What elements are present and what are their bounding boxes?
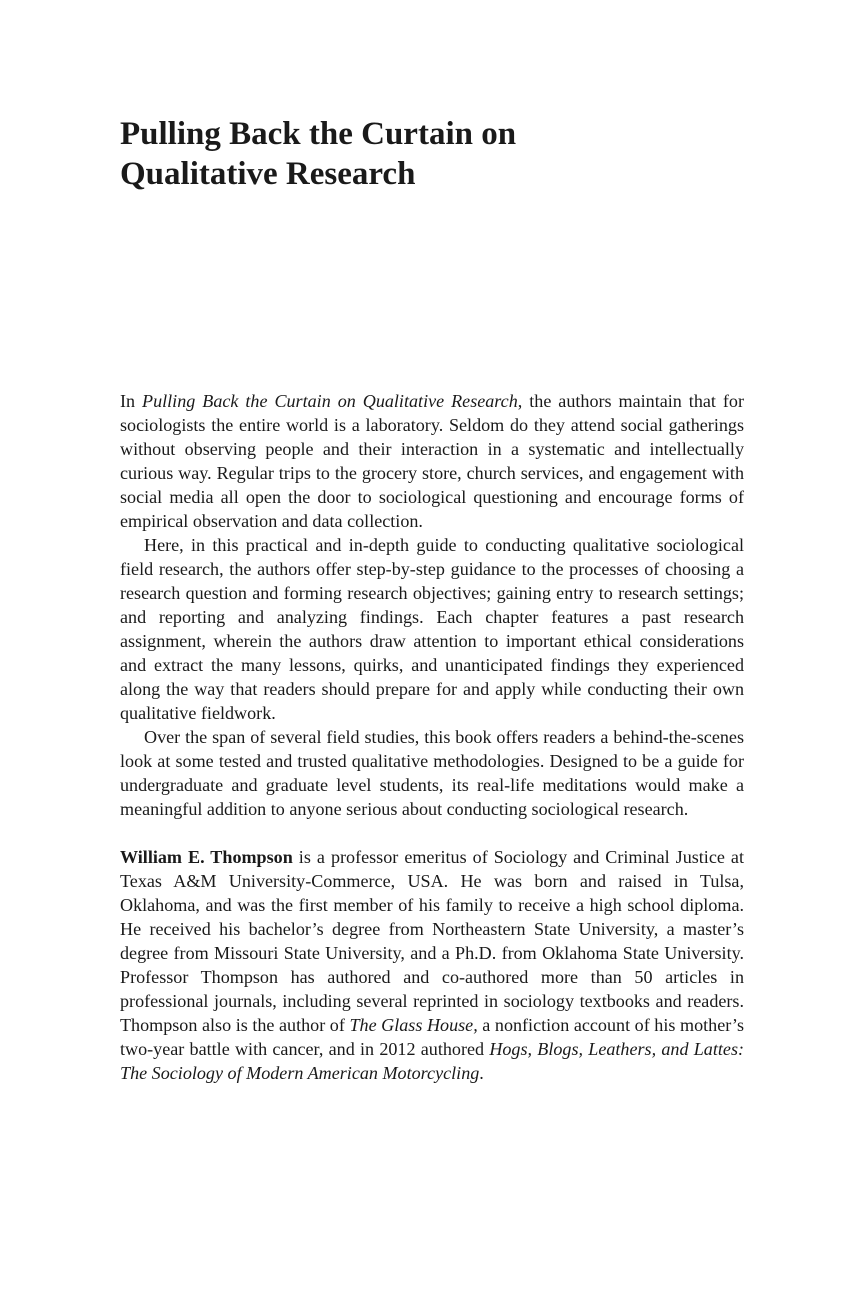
paragraph-1-text: , the authors maintain that for sociologists the entire world is a laboratory. Seldom do they attend social gatherings without observing people and their interaction in a systematic and intellectually curious way. Regular trips to the grocery store, church services, and engagement with social media all open the door to sociological questioning and encourage forms of empirical observation and data collection. — [120, 391, 744, 531]
title-line-2: Qualitative Research — [120, 156, 416, 192]
book-title-reference: Pulling Back the Curtain on Qualitative Research — [142, 391, 518, 411]
description-paragraph-2: Here, in this practical and in-depth guide to conducting qualitative sociological field research, the authors offer step-by-step guidance to the processes of choosing a research question and forming research objectives; gaining entry to research settings; and reporting and analyzing findings. Each chapter features a past research assignment, wherein the authors draw attention to important ethical considerations and extract the many lessons, quirks, and unanticipated findings they experienced along the way that readers should prepare for and apply while conducting their own qualitative fieldwork. — [120, 535, 744, 723]
author-bio-text-1: is a professor emeritus of Sociology and Criminal Justice at Texas A&M University-Commerce, USA. He was born and raised in Tulsa, Oklahoma, and was the first member of his family to receive a high school diploma. He received his bachelor’s degree from Northeastern State University, a master’s degree from Missouri State University, and a Ph.D. from Oklahoma State University. Professor Thompson has authored and co-authored more than 50 articles in professional journals, including several reprinted in sociology textbooks and readers. Thompson also is the author of — [120, 847, 744, 1035]
title-line-1: Pulling Back the Curtain on — [120, 116, 517, 152]
page-title — [120, 114, 760, 194]
description-paragraph-1 — [120, 389, 744, 533]
author-bio-text-2: a nonfiction account of his mother’s two-year battle with cancer, and in 2012 authored — [120, 1015, 744, 1059]
author-bio-text-3: . — [479, 1063, 484, 1083]
description-body — [120, 389, 744, 1085]
paragraph-1-prefix: In — [120, 391, 143, 411]
author-name: William E. Thompson — [120, 847, 293, 867]
description-paragraph-3: Over the span of several field studies, this book offers readers a behind-the-scenes look at some tested and trusted qualitative methodologies. Designed to be a guide for undergraduate and graduate level students, its real-life meditations would make a meaningful addition to anyone serious about conducting sociological research. — [120, 727, 744, 819]
author-bio — [120, 845, 744, 1085]
author-book-2: Hogs, Blogs, Leathers, and Lattes: The Sociology of Modern American Motorcycling — [120, 1039, 745, 1083]
author-book-1: The Glass House, — [349, 1015, 478, 1035]
